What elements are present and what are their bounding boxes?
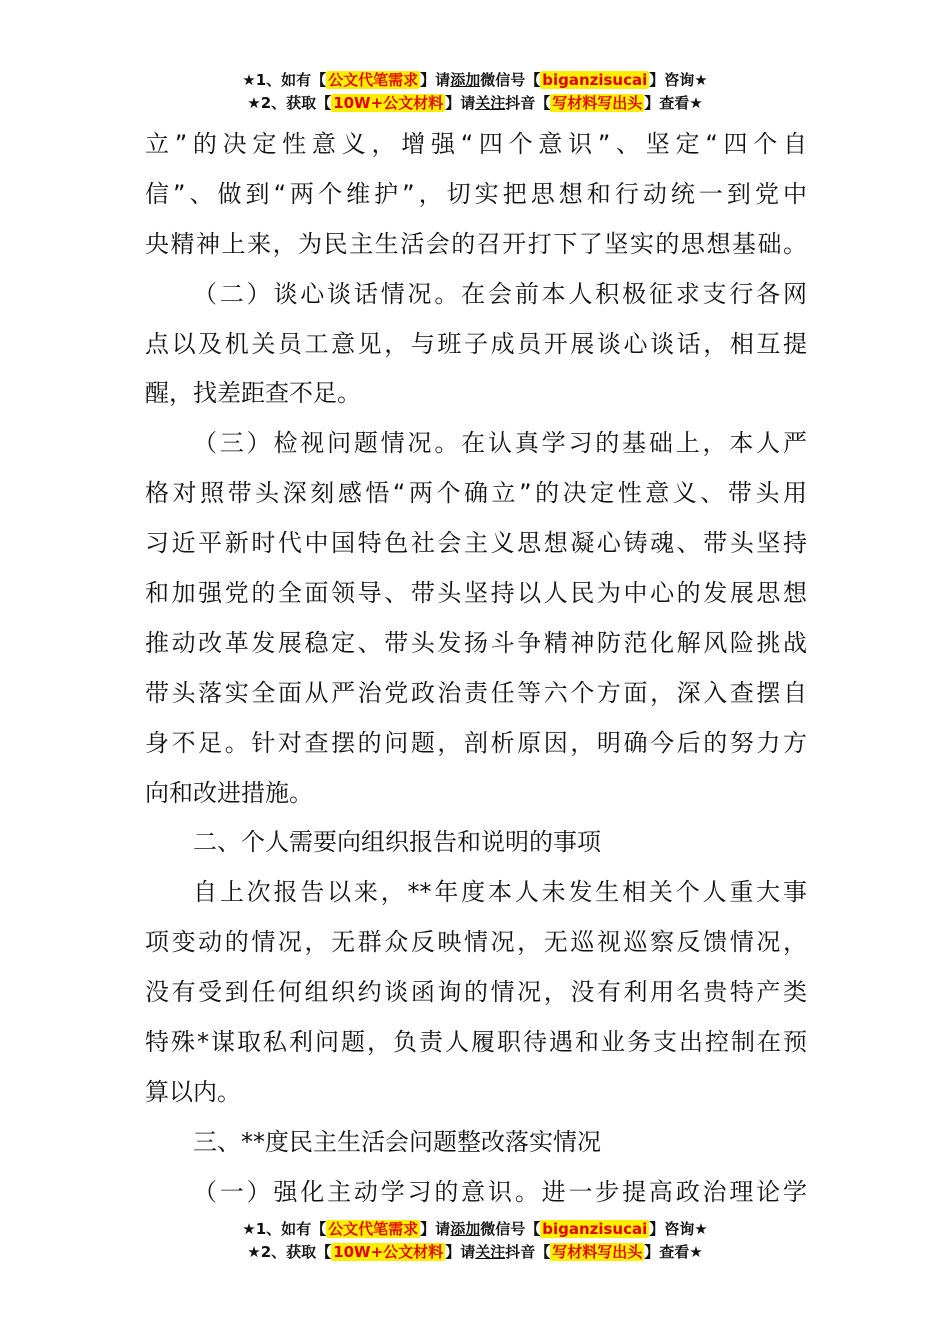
body-line: 习近平新时代中国特色社会主义思想凝心铸魂、带头坚持 [145, 529, 807, 558]
underlined-text: 关注 [475, 1243, 506, 1261]
body-line: 信”、做到“两个维护”，切实把思想和行动统一到党中 [145, 179, 807, 208]
banner-text: 抖音【 [505, 1243, 551, 1261]
body-line: 醒，找差距查不足。 [145, 379, 361, 408]
body-line: 格对照带头深刻感悟“两个确立”的决定性意义、带头用 [145, 479, 807, 508]
document-body [145, 120, 807, 1218]
body-line: 点以及机关员工意见，与班子成员开展谈心谈话，相互提 [145, 329, 807, 358]
highlight-tag: biganzisucai [542, 71, 648, 89]
body-line: 自上次报告以来，**年度本人未发生相关个人重大事 [193, 878, 807, 907]
banner-line-2 [0, 92, 950, 115]
section-heading: 三、**度民主生活会问题整改落实情况 [193, 1127, 601, 1156]
body-line: 向和改进措施。 [145, 778, 313, 807]
body-line: 没有受到任何组织约谈函询的情况，没有利用名贵特产类 [145, 978, 807, 1007]
body-line: （二）谈心谈话情况。在会前本人积极征求支行各网 [193, 279, 807, 308]
footer-banner [0, 1218, 950, 1264]
body-line: 和加强党的全面领导、带头坚持以人民为中心的发展思想 [145, 579, 807, 608]
banner-line-2 [0, 1241, 950, 1264]
body-line: 身不足。针对查摆的问题，剖析原因，明确今后的努力方 [145, 728, 807, 757]
underlined-text: 添加 [450, 71, 481, 89]
banner-text: 】请 [420, 71, 451, 89]
highlight-tag: 10W+公文材料 [333, 1243, 444, 1261]
banner-text: 】请 [445, 1243, 476, 1261]
banner-text: 】查看★ [644, 94, 703, 112]
banner-text: 微信号【 [480, 71, 541, 89]
banner-text: 】请 [420, 1220, 451, 1238]
banner-line-1 [0, 1218, 950, 1241]
section-heading: 二、个人需要向组织报告和说明的事项 [193, 828, 601, 857]
body-line: 推动改革发展稳定、带头发扬斗争精神防范化解风险挑战 [145, 628, 807, 657]
banner-text: 微信号【 [480, 1220, 541, 1238]
highlight-tag: 10W+公文材料 [333, 94, 444, 112]
body-line: 算以内。 [145, 1077, 241, 1106]
highlight-tag: 公文代笔需求 [328, 1220, 419, 1238]
highlight-tag: 公文代笔需求 [328, 71, 419, 89]
banner-text: ★2、获取【 [247, 1243, 332, 1261]
header-banner [0, 69, 950, 115]
highlight-tag: 写材料写出头 [552, 94, 643, 112]
body-line: 特殊*谋取私利问题，负责人履职待遇和业务支出控制在预 [145, 1028, 807, 1057]
body-line: （三）检视问题情况。在认真学习的基础上，本人严 [193, 429, 807, 458]
body-line: 央精神上来，为民主生活会的召开打下了坚实的思想基础。 [145, 229, 807, 258]
underlined-text: 添加 [450, 1220, 481, 1238]
banner-text: 】请 [445, 94, 476, 112]
body-line: 立”的决定性意义，增强“四个意识”、坚定“四个自 [145, 130, 807, 158]
banner-text: ★1、如有【 [242, 71, 327, 89]
banner-line-1 [0, 69, 950, 92]
highlight-tag: biganzisucai [542, 1220, 648, 1238]
banner-text: 】查看★ [644, 1243, 703, 1261]
banner-text: 抖音【 [505, 94, 551, 112]
body-line: 项变动的情况，无群众反映情况，无巡视巡察反馈情况， [145, 928, 807, 957]
banner-text: 】咨询★ [649, 71, 708, 89]
underlined-text: 关注 [475, 94, 506, 112]
body-line: （一）强化主动学习的意识。进一步提高政治理论学 [193, 1177, 807, 1206]
banner-text: ★2、获取【 [247, 94, 332, 112]
banner-text: 】咨询★ [649, 1220, 708, 1238]
highlight-tag: 写材料写出头 [552, 1243, 643, 1261]
body-line: 带头落实全面从严治党政治责任等六个方面，深入查摆自 [145, 678, 807, 707]
banner-text: ★1、如有【 [242, 1220, 327, 1238]
